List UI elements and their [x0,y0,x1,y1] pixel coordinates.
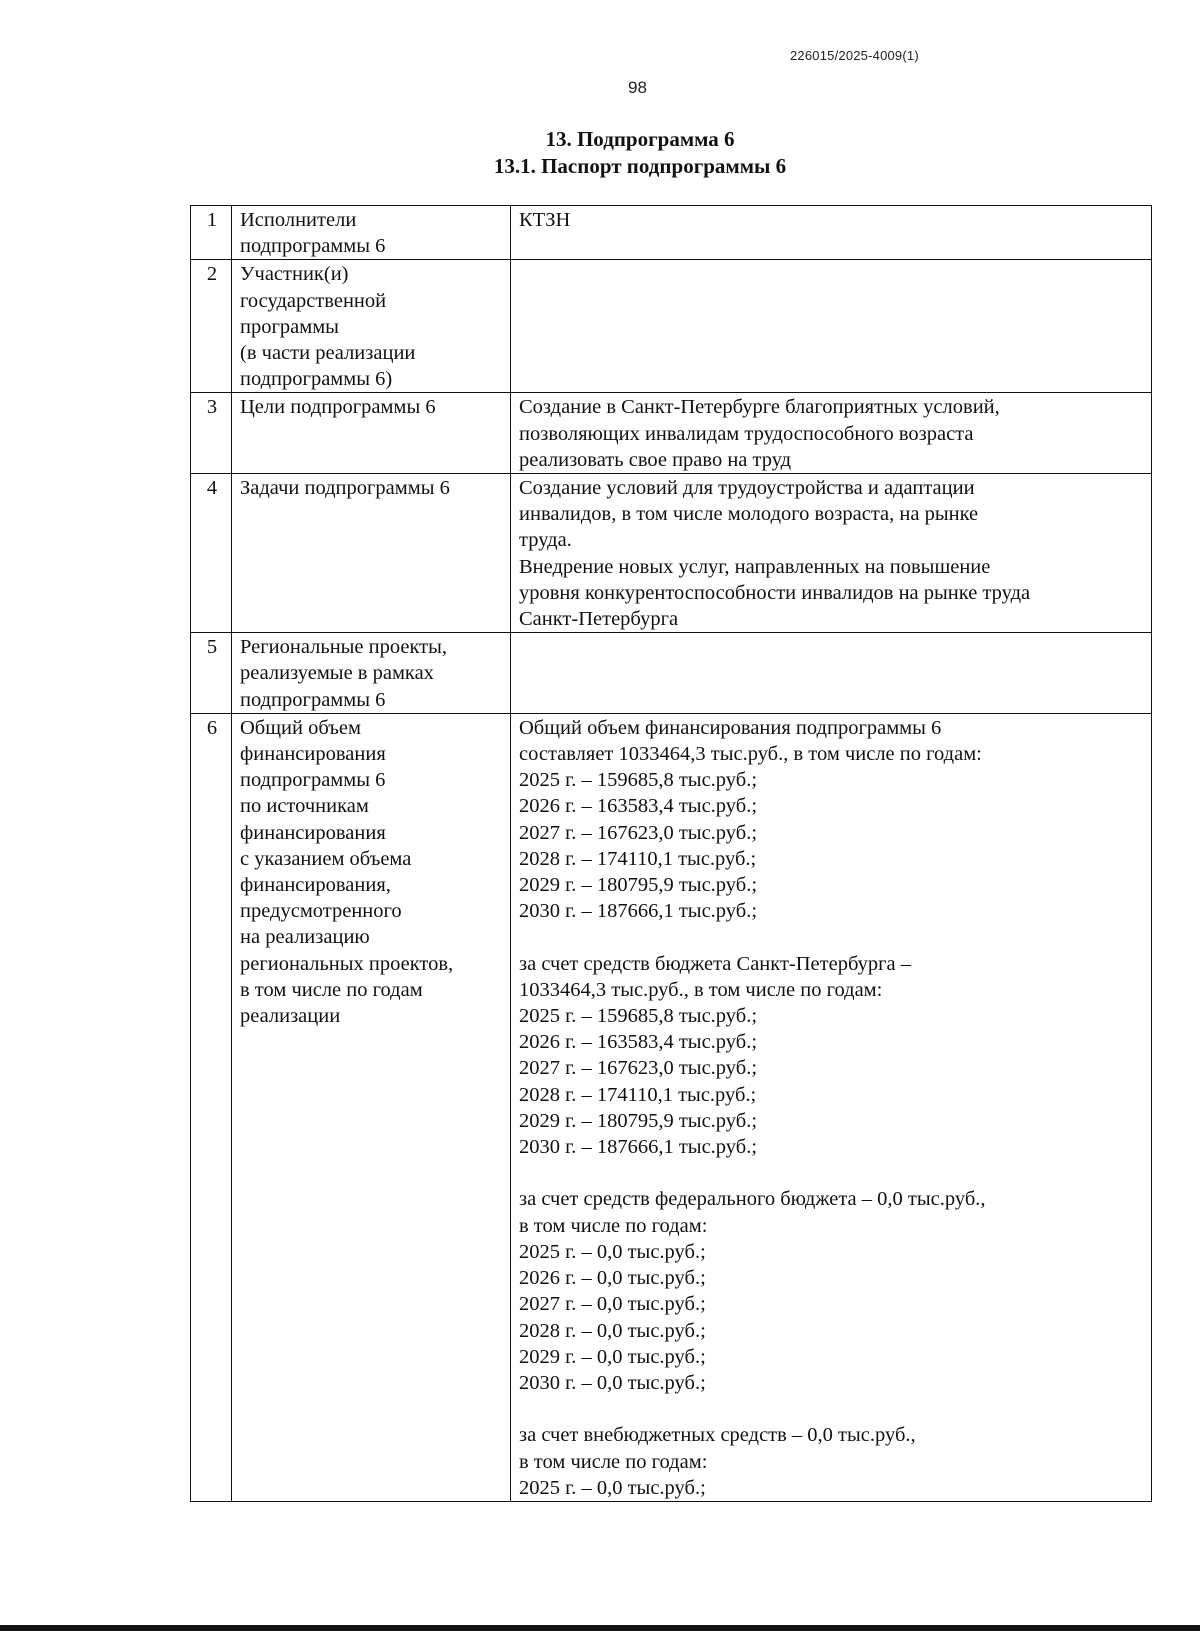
row-label-line: Участник(и) [240,263,349,286]
row-label-line: программы [240,315,339,338]
table-row [191,260,1152,393]
row-value-cell [511,474,1152,633]
row-label-line: реализуемые в рамках [240,662,434,685]
row-value-line: 2026 г. – 163583,4 тыс.руб.; [519,795,758,818]
row-label-line: финансирования [240,821,386,844]
row-number: 3 [191,393,232,474]
row-label-cell [232,633,511,714]
row-label-line: Цели подпрограммы 6 [240,396,436,419]
row-label-line: Общий объем [240,716,361,739]
row-label-line: Региональные проекты, [240,636,448,659]
table-row [191,713,1152,1501]
row-value-line: Внедрение новых услуг, направленных на повышение [519,555,991,578]
page-number: 98 [628,78,647,97]
row-value-line: 2026 г. – 0,0 тыс.руб.; [519,1267,706,1290]
row-value-cell [511,713,1152,1501]
table-row [191,474,1152,633]
row-value-line: 2025 г. – 159685,8 тыс.руб.; [519,769,758,792]
row-value-line: 2027 г. – 0,0 тыс.руб.; [519,1293,706,1316]
row-value-line: Создание условий для трудоустройства и адаптации [519,477,975,500]
row-value-cell [511,633,1152,714]
row-value-line [519,1160,1145,1186]
row-value-cell [511,260,1152,393]
row-label-line: с указанием объема [240,847,412,870]
row-number: 5 [191,633,232,714]
row-label-line: реализации [240,1005,341,1028]
row-value-line: КТЗН [519,209,571,231]
row-label-line: региональных проектов, [240,952,454,975]
row-label-cell [232,713,511,1501]
row-value-line: Создание в Санкт-Петербурге благоприятных условий, [519,396,1000,419]
row-value-line: Санкт-Петербурга [519,608,679,631]
row-number: 1 [191,206,232,260]
row-value-line: 2029 г. – 0,0 тыс.руб.; [519,1345,706,1368]
row-value-line: 2025 г. – 159685,8 тыс.руб.; [519,1005,758,1028]
row-value-line: 2028 г. – 174110,1 тыс.руб.; [519,1083,757,1106]
row-label-line: финансирования, [240,874,391,897]
row-number: 6 [191,713,232,1501]
subprogram-passport-table [190,205,1152,1502]
row-value-line: 2028 г. – 0,0 тыс.руб.; [519,1319,706,1342]
row-label-line: на реализацию [240,926,370,949]
section-subtitle: 13.1. Паспорт подпрограммы 6 [493,154,787,178]
row-value-line: инвалидов, в том числе молодого возраста, на рынке [519,503,979,526]
table-row [191,393,1152,474]
row-label-line: Задачи подпрограммы 6 [240,477,450,500]
document-id: 226015/2025-4009(1) [790,48,919,63]
row-value-line: позволяющих инвалидам трудоспособного возраста [519,422,974,445]
row-label-cell [232,393,511,474]
row-value-line: 2028 г. – 174110,1 тыс.руб.; [519,847,757,870]
row-number: 2 [191,260,232,393]
row-label-line: по источникам [240,795,369,818]
row-value-cell [511,206,1152,260]
table-row [191,206,1152,260]
row-value-line: за счет средств бюджета Санкт-Петербурга – [519,952,911,975]
row-value-line: 2030 г. – 187666,1 тыс.руб.; [519,1136,758,1159]
scan-bottom-edge [0,1625,1200,1631]
row-value-line: составляет 1033464,3 тыс.руб., в том числе по годам: [519,743,982,766]
row-label-line: финансирования [240,743,386,766]
row-value-line: 1033464,3 тыс.руб., в том числе по годам: [519,978,883,1001]
row-label-cell [232,260,511,393]
row-value-line: уровня конкурентоспособности инвалидов на рынке труда [519,581,1031,604]
row-value-line: 2027 г. – 167623,0 тыс.руб.; [519,1057,758,1080]
table-row [191,633,1152,714]
row-value-line: 2026 г. – 163583,4 тыс.руб.; [519,1031,758,1054]
row-number: 4 [191,474,232,633]
row-label-cell [232,474,511,633]
row-value-line [519,1396,1145,1422]
row-value-line: 2025 г. – 0,0 тыс.руб.; [519,1476,706,1499]
row-value-line: за счет внебюджетных средств – 0,0 тыс.руб., [519,1424,916,1447]
row-label-line: в том числе по годам [240,978,423,1001]
row-value-line: труда. [519,529,572,552]
row-label-line: подпрограммы 6 [240,235,386,258]
row-value-cell [511,393,1152,474]
row-value-line: в том числе по годам: [519,1214,708,1237]
row-value-line: 2027 г. – 167623,0 тыс.руб.; [519,821,758,844]
row-value-line: 2025 г. – 0,0 тыс.руб.; [519,1240,706,1263]
row-label-line: (в части реализации [240,342,416,365]
page-heading [0,126,1200,180]
row-label-line: предусмотренного [240,900,402,923]
row-label-cell [232,206,511,260]
row-value-line: 2030 г. – 0,0 тыс.руб.; [519,1371,706,1394]
row-value-line: за счет средств федерального бюджета – 0,0 тыс.руб., [519,1188,986,1211]
section-title: 13. Подпрограмма 6 [545,127,735,151]
row-value-line: Общий объем финансирования подпрограммы 6 [519,716,942,739]
row-value-line: 2029 г. – 180795,9 тыс.руб.; [519,874,758,897]
row-label-line: государственной [240,289,387,312]
row-value-line [519,924,1145,950]
row-label-line: подпрограммы 6 [240,688,386,711]
row-value-line: в том числе по годам: [519,1450,708,1473]
row-value-line: реализовать свое право на труд [519,448,792,471]
row-label-line: подпрограммы 6 [240,769,386,792]
row-value-line: 2030 г. – 187666,1 тыс.руб.; [519,900,758,923]
row-value-line: 2029 г. – 180795,9 тыс.руб.; [519,1109,758,1132]
row-label-line: Исполнители [240,209,357,231]
row-label-line: подпрограммы 6) [240,368,393,391]
